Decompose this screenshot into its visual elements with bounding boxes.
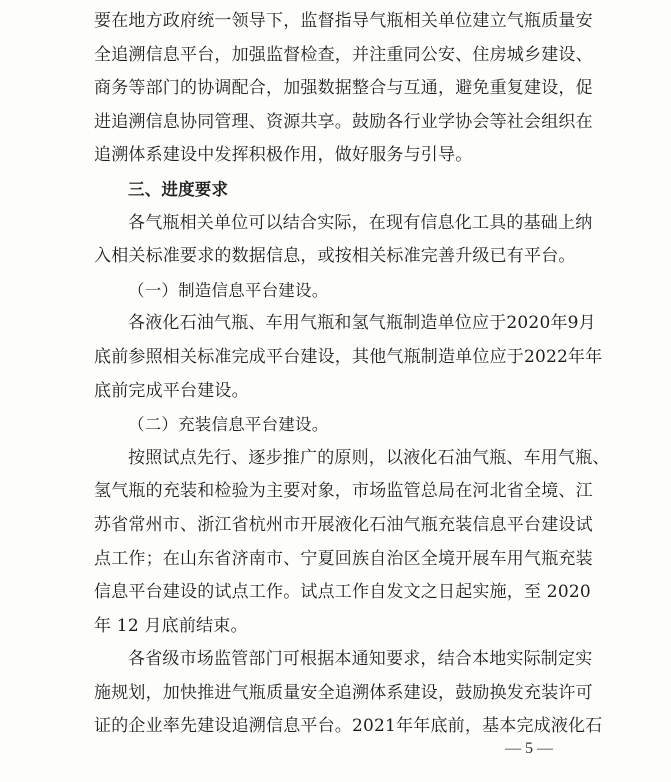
text-line: 证的企业率先建设追溯信息平台。2021年年底前，基本完成液化石 — [94, 716, 603, 737]
text-line: 全追溯信息平台，加强监督检查，并注重同公安、住房城乡建设、 — [94, 44, 593, 65]
page-number: — 5 — — [505, 740, 553, 757]
text-line: 底前完成平台建设。 — [94, 380, 249, 401]
text-line: 各气瓶相关单位可以结合实际，在现有信息化工具的基础上纳 — [128, 212, 593, 233]
text-line: 追溯体系建设中发挥积极作用，做好服务与引导。 — [94, 145, 473, 166]
text-line: 氢气瓶的充装和检验为主要对象，市场监管总局在河北省全境、江 — [94, 481, 593, 502]
text-line: 商务等部门的协调配合，加强数据整合与互通，避免重复建设，促 — [94, 78, 593, 99]
section-heading: 三、进度要求 — [128, 179, 229, 199]
text-line: 年 12 月底前结束。 — [94, 615, 248, 636]
text-line: 按照试点先行、逐步推广的原则，以液化石油气瓶、车用气瓶、 — [128, 447, 610, 468]
text-line: 苏省常州市、浙江省杭州市开展液化石油气瓶充装信息平台建设试 — [94, 514, 593, 535]
subsection-heading: （二）充装信息平台建设。 — [128, 415, 329, 435]
body-text — [94, 5, 610, 744]
text-line: 施规划，加快推进气瓶质量安全追溯体系建设，鼓励换发充装许可 — [94, 682, 593, 703]
text-line: 要在地方政府统一领导下，监督指导气瓶相关单位建立气瓶质量安 — [94, 11, 593, 31]
text-line: 底前参照相关标准完成平台建设，其他气瓶制造单位应于2022年年 — [94, 346, 603, 367]
text-line: 各省级市场监管部门可根据本通知要求，结合本地实际制定实 — [128, 649, 593, 670]
text-line: 入相关标准要求的数据信息，或按相关标准完善升级已有平台。 — [94, 246, 576, 267]
subsection-heading: （一）制造信息平台建设。 — [128, 280, 329, 300]
text-line: 点工作；在山东省济南市、宁夏回族自治区全境开展车用气瓶充装 — [94, 548, 593, 569]
text-line: 进追溯信息协同管理、资源共享。鼓励各行业学协会等社会组织在 — [94, 111, 593, 132]
text-line: 信息平台建设的试点工作。试点工作自发文之日起实施，至 2020 — [94, 582, 591, 603]
text-line: 各液化石油气瓶、车用气瓶和氢气瓶制造单位应于2020年9月 — [128, 313, 596, 334]
